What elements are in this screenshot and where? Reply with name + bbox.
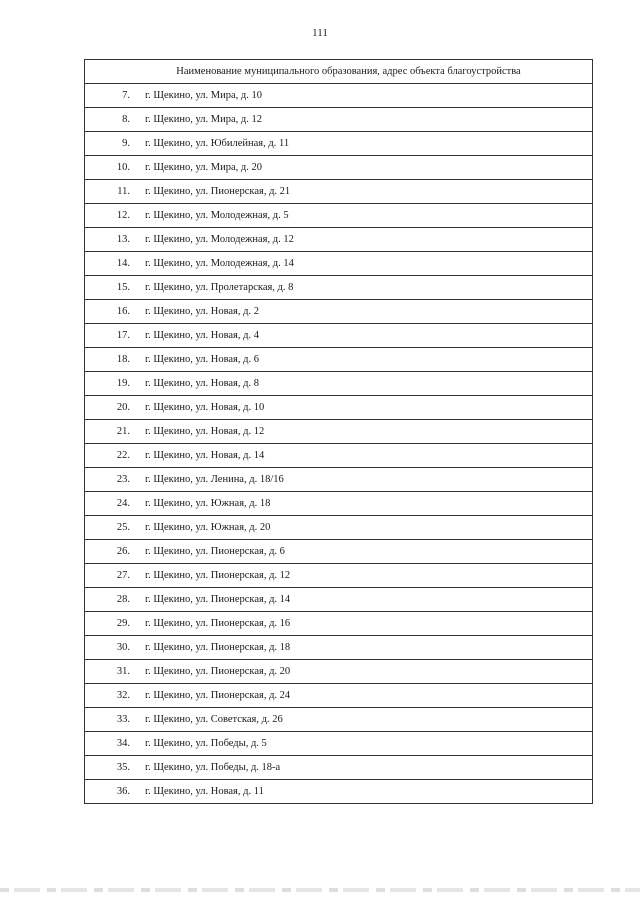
page-number: 111 bbox=[312, 27, 328, 39]
scan-artifact bbox=[0, 888, 640, 892]
table-row bbox=[85, 84, 592, 108]
row-number: 22. bbox=[116, 450, 130, 461]
row-address: г. Щекино, ул. Пионерская, д. 14 bbox=[145, 594, 291, 605]
table-row bbox=[85, 324, 592, 348]
row-address: г. Щекино, ул. Пионерская, д. 18 bbox=[145, 642, 291, 653]
row-address: г. Щекино, ул. Новая, д. 8 bbox=[145, 378, 259, 389]
table-row bbox=[85, 468, 592, 492]
row-address: г. Щекино, ул. Молодежная, д. 12 bbox=[145, 234, 294, 245]
table-body bbox=[85, 84, 592, 804]
row-number: 28. bbox=[116, 594, 130, 605]
row-address: г. Щекино, ул. Южная, д. 20 bbox=[145, 522, 271, 533]
row-address: г. Щекино, ул. Новая, д. 11 bbox=[145, 786, 264, 797]
row-number: 36. bbox=[116, 786, 130, 797]
row-address: г. Щекино, ул. Новая, д. 10 bbox=[145, 402, 265, 413]
row-number: 18. bbox=[116, 354, 130, 365]
row-address: г. Щекино, ул. Молодежная, д. 5 bbox=[145, 210, 289, 221]
table-row bbox=[85, 780, 592, 804]
row-address: г. Щекино, ул. Новая, д. 14 bbox=[145, 450, 265, 461]
table-row bbox=[85, 108, 592, 132]
row-number: 20. bbox=[116, 402, 130, 413]
row-number: 23. bbox=[116, 474, 130, 485]
row-address: г. Щекино, ул. Молодежная, д. 14 bbox=[145, 258, 294, 269]
row-number: 21. bbox=[116, 426, 130, 437]
row-number: 15. bbox=[116, 282, 130, 293]
table-row bbox=[85, 492, 592, 516]
row-address: г. Щекино, ул. Победы, д. 18-а bbox=[145, 762, 281, 773]
row-address: г. Щекино, ул. Новая, д. 12 bbox=[145, 426, 265, 437]
row-number: 12. bbox=[116, 210, 130, 221]
row-number: 29. bbox=[116, 618, 130, 629]
row-number: 26. bbox=[116, 546, 130, 557]
table-row bbox=[85, 420, 592, 444]
table-row bbox=[85, 612, 592, 636]
row-number: 10. bbox=[116, 162, 130, 173]
table-row bbox=[85, 684, 592, 708]
table-row bbox=[85, 132, 592, 156]
table-row bbox=[85, 756, 592, 780]
table-row bbox=[85, 660, 592, 684]
row-address: г. Щекино, ул. Пионерская, д. 20 bbox=[145, 666, 291, 677]
address-table bbox=[84, 59, 593, 804]
row-address: г. Щекино, ул. Пролетарская, д. 8 bbox=[145, 282, 294, 293]
row-address: г. Щекино, ул. Пионерская, д. 21 bbox=[145, 186, 291, 197]
row-number: 7. bbox=[122, 90, 130, 101]
row-number: 13. bbox=[116, 234, 130, 245]
row-address: г. Щекино, ул. Новая, д. 2 bbox=[145, 306, 259, 317]
table-row bbox=[85, 180, 592, 204]
table-row bbox=[85, 300, 592, 324]
row-number: 24. bbox=[116, 498, 130, 509]
row-address: г. Щекино, ул. Новая, д. 6 bbox=[145, 354, 259, 365]
table-row bbox=[85, 204, 592, 228]
row-number: 19. bbox=[116, 378, 130, 389]
table-row bbox=[85, 156, 592, 180]
row-address: г. Щекино, ул. Ленина, д. 18/16 bbox=[145, 474, 284, 485]
table-row bbox=[85, 252, 592, 276]
row-address: г. Щекино, ул. Юбилейная, д. 11 bbox=[145, 138, 290, 149]
row-address: г. Щекино, ул. Мира, д. 10 bbox=[145, 90, 262, 101]
table-row bbox=[85, 348, 592, 372]
row-number: 9. bbox=[122, 138, 130, 149]
table-row bbox=[85, 588, 592, 612]
table-row bbox=[85, 396, 592, 420]
table-header: Наименование муниципального образования, адрес объекта благоустройства bbox=[85, 60, 592, 84]
row-number: 35. bbox=[116, 762, 130, 773]
row-number: 14. bbox=[116, 258, 130, 269]
row-address: г. Щекино, ул. Пионерская, д. 16 bbox=[145, 618, 291, 629]
row-address: г. Щекино, ул. Южная, д. 18 bbox=[145, 498, 271, 509]
row-number: 31. bbox=[116, 666, 130, 677]
table-row bbox=[85, 372, 592, 396]
table-row bbox=[85, 540, 592, 564]
row-address: г. Щекино, ул. Мира, д. 20 bbox=[145, 162, 262, 173]
row-address: г. Щекино, ул. Новая, д. 4 bbox=[145, 330, 259, 341]
row-address: г. Щекино, ул. Пионерская, д. 12 bbox=[145, 570, 291, 581]
table-row bbox=[85, 732, 592, 756]
table-row bbox=[85, 276, 592, 300]
row-number: 25. bbox=[116, 522, 130, 533]
table-row bbox=[85, 636, 592, 660]
table-row bbox=[85, 228, 592, 252]
row-number: 17. bbox=[116, 330, 130, 341]
row-number: 27. bbox=[116, 570, 130, 581]
table-row bbox=[85, 708, 592, 732]
table-row bbox=[85, 444, 592, 468]
row-number: 16. bbox=[116, 306, 130, 317]
row-number: 30. bbox=[116, 642, 130, 653]
row-number: 32. bbox=[116, 690, 130, 701]
row-address: г. Щекино, ул. Победы, д. 5 bbox=[145, 738, 267, 749]
row-address: г. Щекино, ул. Пионерская, д. 6 bbox=[145, 546, 285, 557]
row-number: 8. bbox=[122, 114, 130, 125]
row-number: 34. bbox=[116, 738, 130, 749]
table-row bbox=[85, 516, 592, 540]
table-row bbox=[85, 564, 592, 588]
row-number: 11. bbox=[117, 186, 130, 197]
row-address: г. Щекино, ул. Советская, д. 26 bbox=[145, 714, 283, 725]
row-number: 33. bbox=[116, 714, 130, 725]
row-address: г. Щекино, ул. Мира, д. 12 bbox=[145, 114, 262, 125]
row-address: г. Щекино, ул. Пионерская, д. 24 bbox=[145, 690, 291, 701]
